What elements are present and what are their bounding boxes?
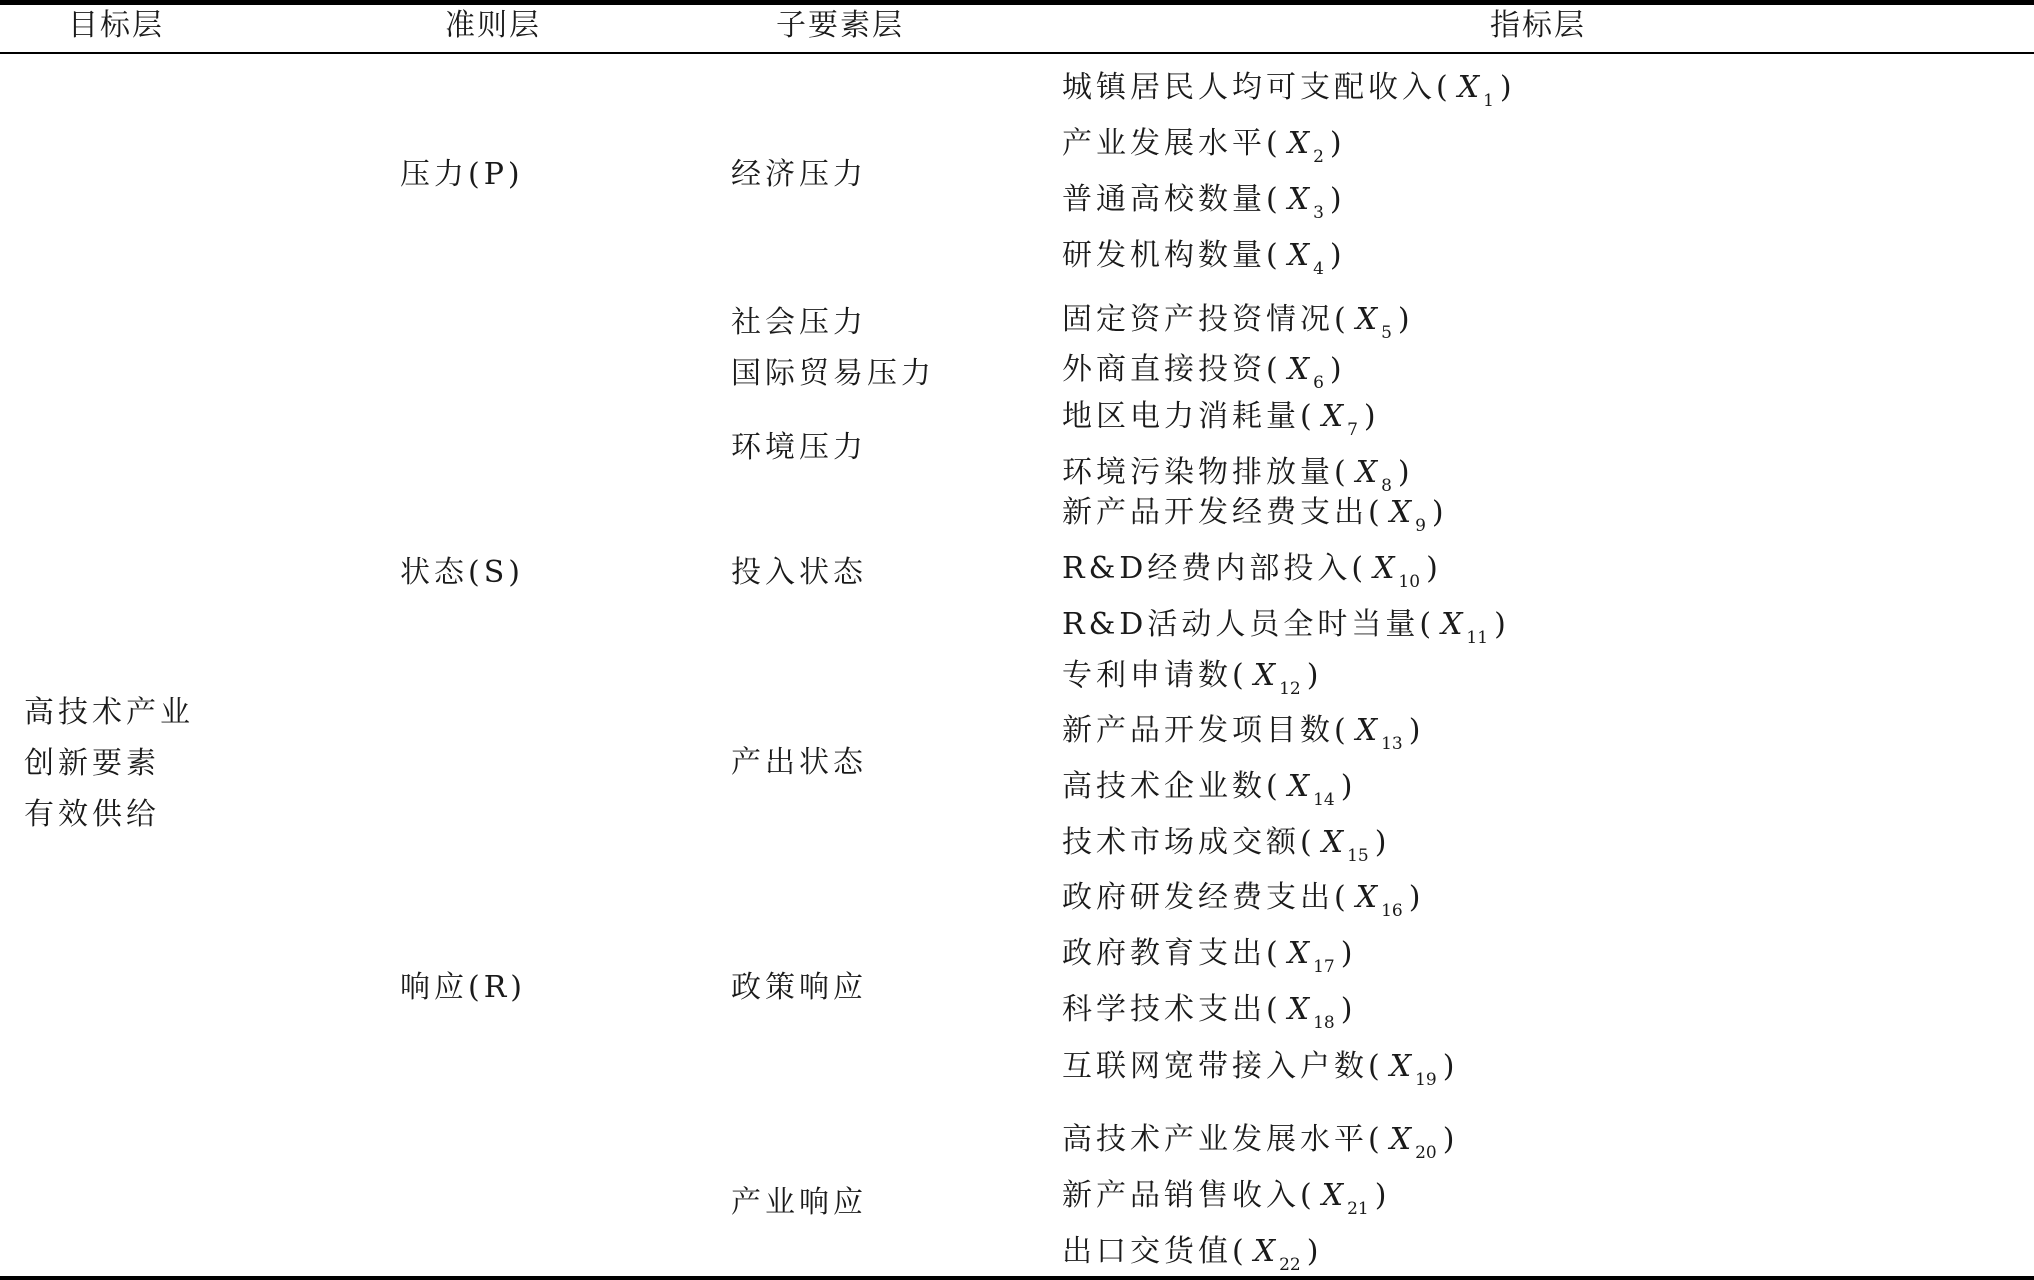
indicator-variable: X (1355, 302, 1382, 337)
indicator-label: R&D经费内部投入( (1062, 551, 1368, 586)
indicator-variable: X (1287, 126, 1314, 161)
indicator-close-paren: ) (1363, 399, 1380, 434)
criterion-pressure: 压力(P) (400, 157, 524, 192)
indicator-subscript: 19 (1415, 1070, 1437, 1090)
indicator-x19 (1062, 1049, 1458, 1089)
indicator-variable: X (1321, 1178, 1348, 1213)
indicator-variable: X (1373, 551, 1399, 586)
indicator-close-paren: ) (1408, 713, 1425, 748)
indicator-close-paren: ) (1442, 1049, 1459, 1084)
indicator-close-paren: ) (1494, 607, 1510, 642)
indicator-x20 (1062, 1122, 1458, 1162)
indicator-x7 (1062, 399, 1380, 439)
indicator-variable: X (1389, 1049, 1416, 1084)
indicator-variable: X (1441, 607, 1467, 642)
indicator-x18 (1062, 992, 1356, 1032)
subelement-industry-response: 产业响应 (731, 1185, 867, 1220)
indicator-subscript: 9 (1415, 516, 1426, 536)
indicator-subscript: 13 (1381, 734, 1403, 754)
indicator-variable: X (1355, 455, 1382, 490)
indicator-close-paren: ) (1374, 825, 1391, 860)
indicator-x10 (1062, 551, 1442, 591)
indicator-variable: X (1253, 1234, 1280, 1269)
indicator-close-paren: ) (1442, 1122, 1459, 1157)
indicator-subscript: 7 (1347, 420, 1358, 440)
indicator-subscript: 5 (1381, 323, 1392, 343)
header-subelement-layer: 子要素层 (776, 8, 904, 43)
indicator-subscript: 8 (1381, 476, 1392, 496)
indicator-label: 研发机构数量( (1062, 238, 1282, 273)
indicator-x21 (1062, 1178, 1390, 1218)
indicator-close-paren: ) (1340, 992, 1357, 1027)
indicator-x15 (1062, 825, 1390, 865)
goal-line-2: 创新要素 (24, 746, 160, 781)
indicator-subscript: 17 (1313, 957, 1335, 977)
indicator-close-paren: ) (1374, 1178, 1391, 1213)
indicator-x1 (1062, 70, 1516, 110)
indicator-subscript: 11 (1466, 628, 1489, 648)
goal-line-3: 有效供给 (24, 797, 160, 832)
indicator-subscript: 22 (1279, 1255, 1301, 1275)
indicator-label: 出口交货值( (1062, 1234, 1248, 1269)
indicator-label: R&D活动人员全时当量( (1062, 607, 1436, 642)
indicator-close-paren: ) (1306, 1234, 1323, 1269)
indicator-x8 (1062, 455, 1414, 495)
indicator-x5 (1062, 302, 1414, 342)
subelement-trade-pressure: 国际贸易压力 (731, 356, 935, 391)
indicator-x12 (1062, 658, 1322, 698)
subelement-economic-pressure: 经济压力 (731, 157, 867, 192)
table-bottom-rule (0, 1276, 2034, 1280)
indicator-close-paren: ) (1329, 182, 1346, 217)
subelement-output-state: 产出状态 (731, 745, 867, 780)
indicator-close-paren: ) (1408, 880, 1425, 915)
indicator-variable: X (1287, 238, 1314, 273)
subelement-environment-pressure: 环境压力 (731, 430, 867, 465)
indicator-close-paren: ) (1340, 936, 1357, 971)
indicator-subscript: 20 (1415, 1143, 1437, 1163)
indicator-close-paren: ) (1306, 658, 1323, 693)
indicator-subscript: 12 (1279, 679, 1301, 699)
indicator-subscript: 3 (1313, 203, 1324, 223)
indicator-label: 新产品销售收入( (1062, 1178, 1316, 1213)
indicator-variable: X (1287, 182, 1314, 217)
indicator-variable: X (1457, 70, 1484, 105)
indicator-variable: X (1321, 825, 1348, 860)
indicator-x22 (1062, 1234, 1322, 1274)
indicator-label: 政府教育支出( (1062, 936, 1282, 971)
indicator-variable: X (1389, 495, 1416, 530)
indicator-label: 技术市场成交额( (1062, 825, 1316, 860)
indicator-label: 产业发展水平( (1062, 126, 1282, 161)
indicator-x13 (1062, 713, 1424, 753)
criterion-state: 状态(S) (400, 555, 524, 590)
indicator-close-paren: ) (1329, 352, 1346, 387)
criterion-response: 响应(R) (400, 970, 526, 1005)
indicator-variable: X (1287, 992, 1314, 1027)
indicator-subscript: 14 (1313, 790, 1335, 810)
indicator-subscript: 15 (1347, 846, 1369, 866)
indicator-x11 (1062, 607, 1510, 647)
indicator-variable: X (1287, 352, 1314, 387)
subelement-policy-response: 政策响应 (731, 970, 867, 1005)
table-header-rule (0, 52, 2034, 54)
indicator-label: 高技术产业发展水平( (1062, 1122, 1384, 1157)
indicator-close-paren: ) (1340, 769, 1357, 804)
table-top-rule (0, 0, 2034, 5)
indicator-x6 (1062, 352, 1346, 392)
indicator-x17 (1062, 936, 1356, 976)
indicator-label: 普通高校数量( (1062, 182, 1282, 217)
indicator-close-paren: ) (1499, 70, 1516, 105)
indicator-variable: X (1389, 1122, 1416, 1157)
indicator-close-paren: ) (1397, 455, 1414, 490)
indicator-x4 (1062, 238, 1346, 278)
indicator-subscript: 16 (1381, 901, 1403, 921)
indicator-x14 (1062, 769, 1356, 809)
indicator-subscript: 10 (1398, 572, 1421, 592)
indicator-variable: X (1321, 399, 1348, 434)
indicator-close-paren: ) (1397, 302, 1414, 337)
indicator-label: 环境污染物排放量( (1062, 455, 1350, 490)
indicator-label: 新产品开发经费支出( (1062, 495, 1384, 530)
subelement-social-pressure: 社会压力 (731, 305, 867, 340)
indicator-close-paren: ) (1426, 551, 1442, 586)
indicator-variable: X (1355, 713, 1382, 748)
indicator-variable: X (1355, 880, 1382, 915)
indicator-variable: X (1287, 936, 1314, 971)
indicator-close-paren: ) (1329, 238, 1346, 273)
indicator-x2 (1062, 126, 1346, 166)
header-indicator-layer: 指标层 (1490, 8, 1586, 43)
indicator-subscript: 1 (1483, 91, 1494, 111)
indicator-x3 (1062, 182, 1346, 222)
indicator-variable: X (1253, 658, 1280, 693)
indicator-label: 科学技术支出( (1062, 992, 1282, 1027)
header-criteria-layer: 准则层 (445, 8, 541, 43)
indicator-label: 新产品开发项目数( (1062, 713, 1350, 748)
goal-line-1: 高技术产业 (24, 695, 194, 730)
indicator-close-paren: ) (1431, 495, 1448, 530)
indicator-label: 高技术企业数( (1062, 769, 1282, 804)
indicator-label: 互联网宽带接入户数( (1062, 1049, 1384, 1084)
subelement-input-state: 投入状态 (731, 555, 867, 590)
indicator-label: 地区电力消耗量( (1062, 399, 1316, 434)
header-goal-layer: 目标层 (68, 8, 164, 43)
indicator-close-paren: ) (1329, 126, 1346, 161)
indicator-label: 政府研发经费支出( (1062, 880, 1350, 915)
indicator-subscript: 6 (1313, 373, 1324, 393)
indicator-variable: X (1287, 769, 1314, 804)
indicator-label: 城镇居民人均可支配收入( (1062, 70, 1452, 105)
indicator-label: 专利申请数( (1062, 658, 1248, 693)
indicator-label: 外商直接投资( (1062, 352, 1282, 387)
indicator-x9 (1062, 495, 1448, 535)
indicator-subscript: 21 (1347, 1199, 1369, 1219)
indicator-x16 (1062, 880, 1424, 920)
indicator-subscript: 18 (1313, 1013, 1335, 1033)
indicator-subscript: 4 (1313, 259, 1324, 279)
indicator-label: 固定资产投资情况( (1062, 302, 1350, 337)
indicator-subscript: 2 (1313, 147, 1324, 167)
